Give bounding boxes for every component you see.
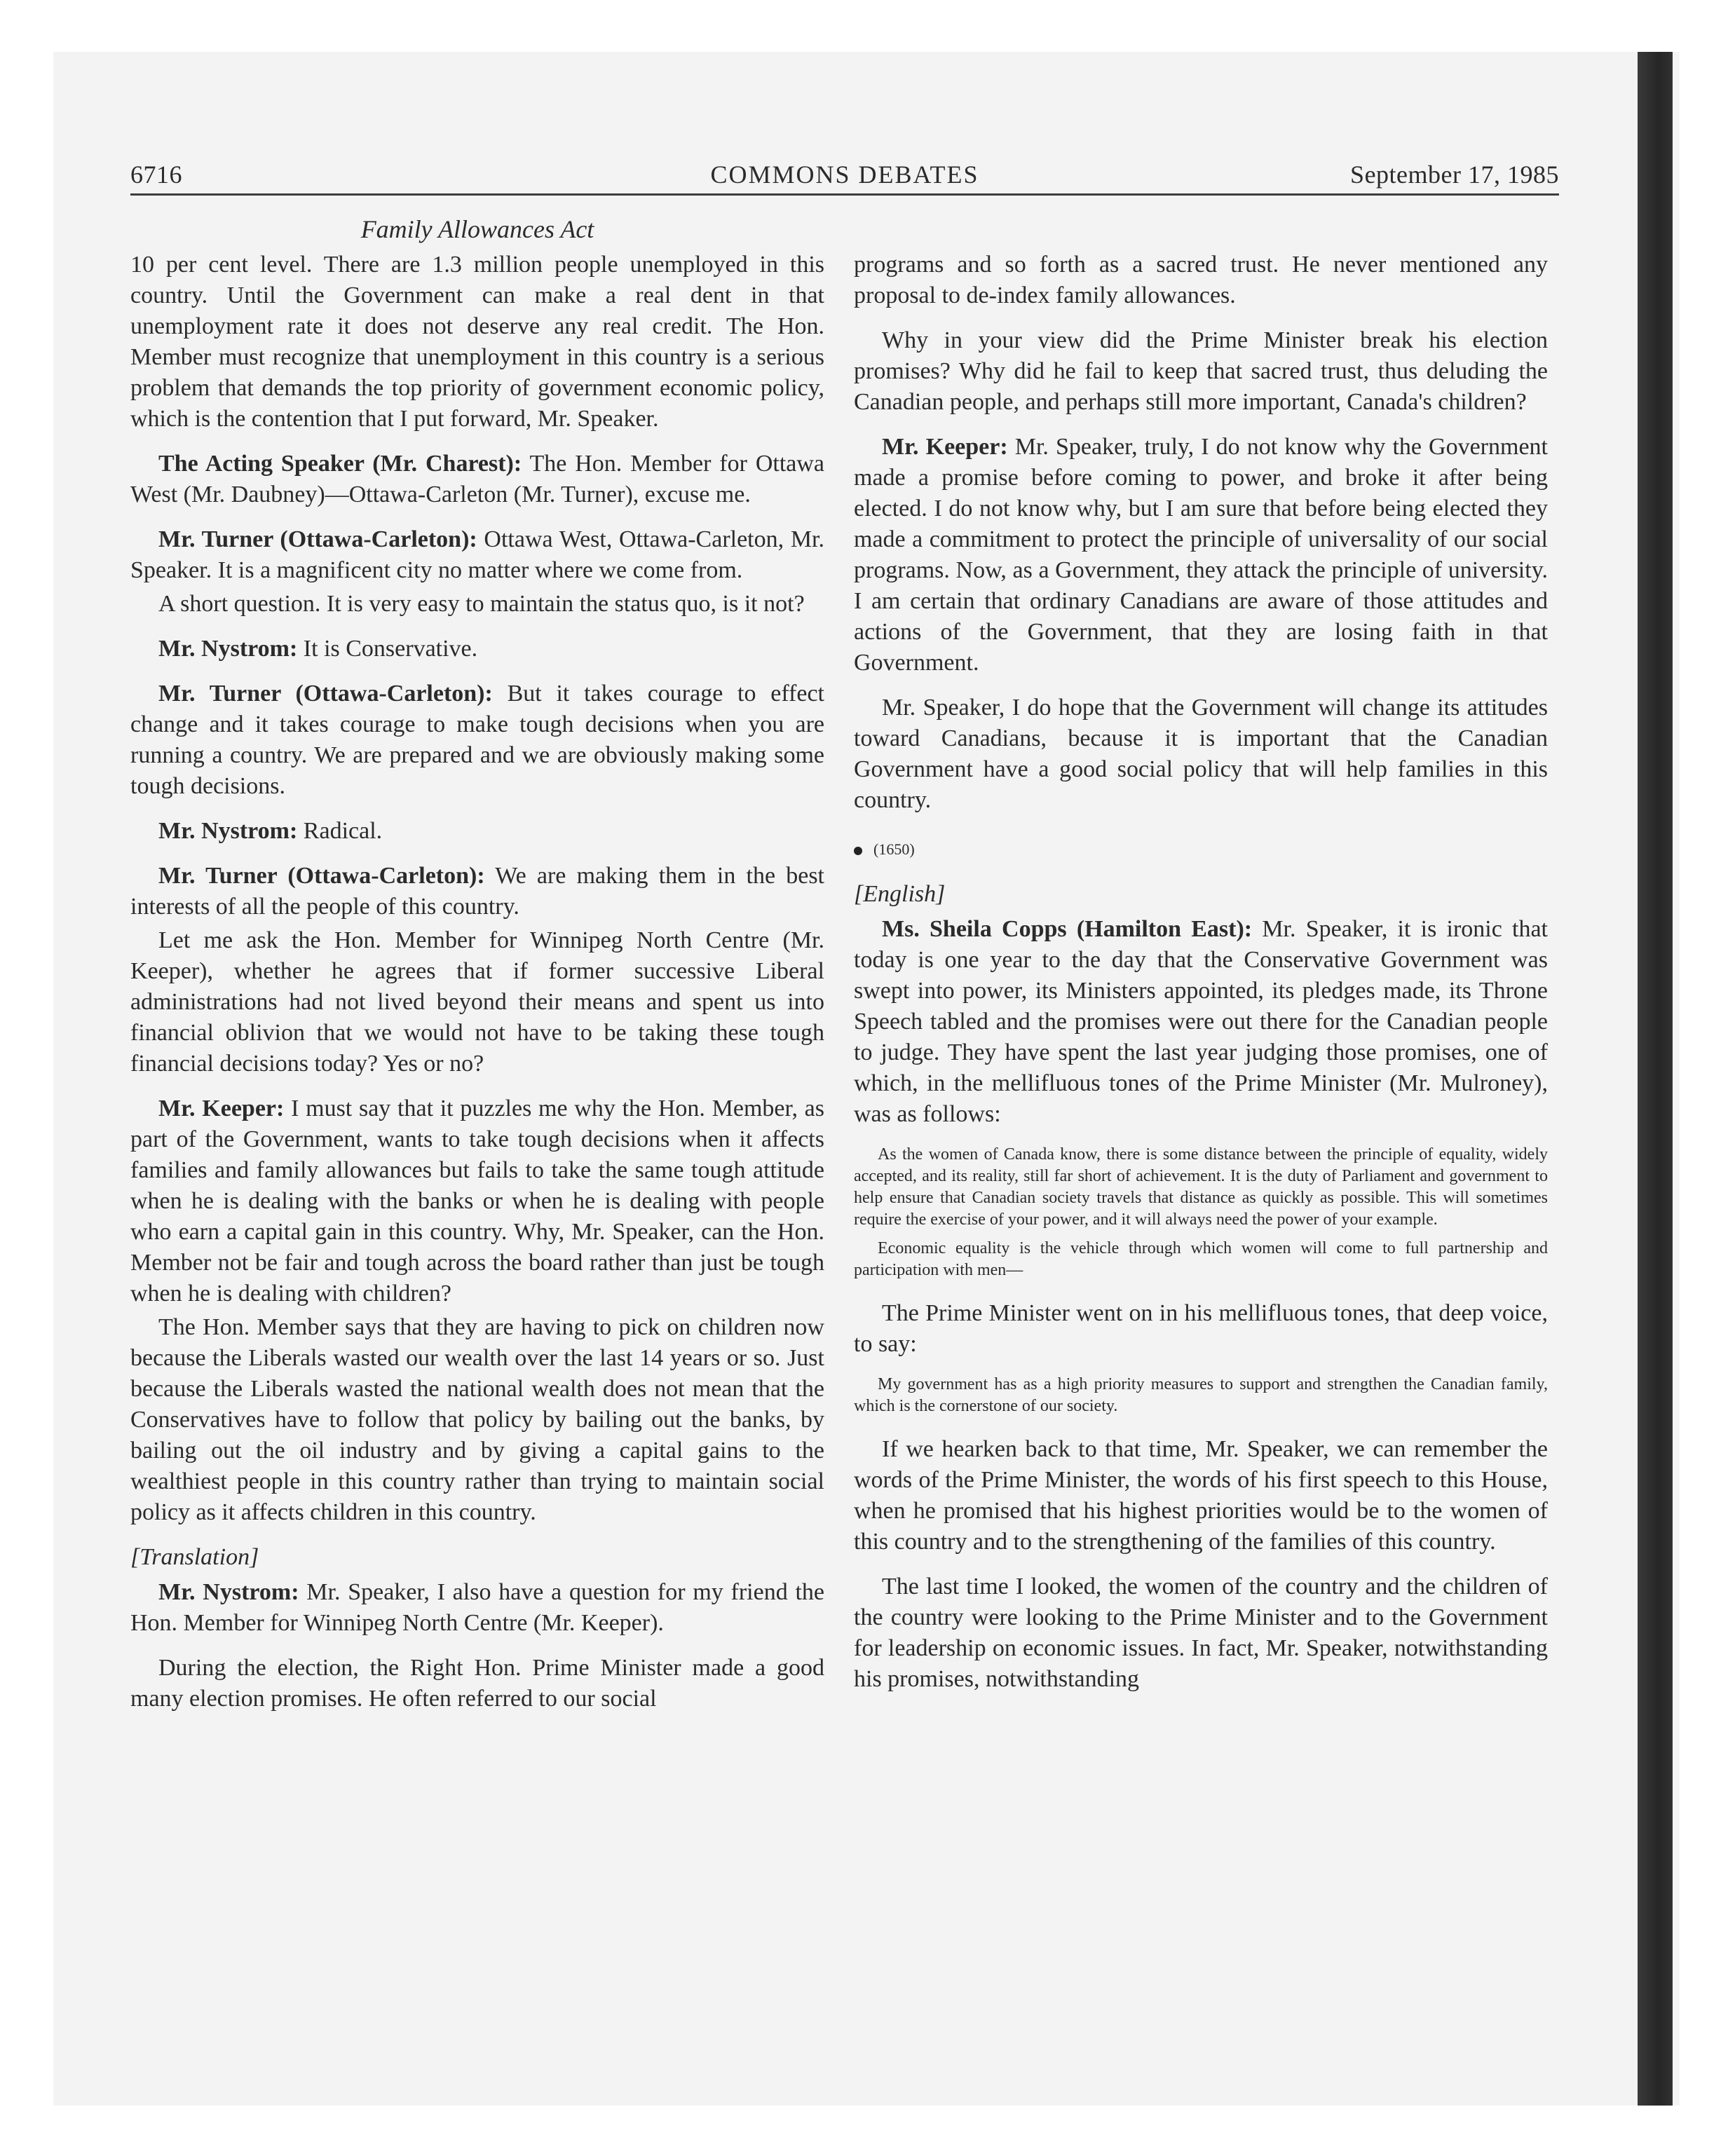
text-paragraph bbox=[854, 325, 1548, 418]
timestamp-text: (1650) bbox=[873, 840, 915, 858]
text-paragraph bbox=[130, 589, 824, 620]
speaker-name: The Acting Speaker (Mr. Charest): bbox=[158, 451, 522, 477]
text-paragraph bbox=[130, 1312, 824, 1528]
paragraph-text: The last time I looked, the women of the country and the children of the country were looking to the Prime Minister and to the Government for leadership on economic issues. In fact, Mr. Speaker, notwithstanding his promises, notwithstanding bbox=[854, 1574, 1548, 1692]
text-paragraph bbox=[130, 925, 824, 1079]
speaker-name: Ms. Sheila Copps (Hamilton East): bbox=[882, 916, 1253, 942]
speech-paragraph bbox=[130, 524, 824, 586]
page-number: 6716 bbox=[130, 161, 182, 189]
speech-paragraph bbox=[130, 449, 824, 510]
block-quote bbox=[854, 1144, 1548, 1281]
paragraph-text: Ottawa West, Ottawa-Carleton, Mr. Speaker. It is a magnificent city no matter where we come from. bbox=[130, 526, 824, 583]
paragraph-text: During the election, the Right Hon. Prime Minister made a good many election promises. He often referred to our social bbox=[130, 1655, 824, 1712]
paragraph-text: Let me ask the Hon. Member for Winnipeg North Centre (Mr. Keeper), whether he agrees that if former successive Liberal administrations had not lived beyond their means and spent us into financial oblivion that we would not have to be taking these tough financial decisions today? Yes or no? bbox=[130, 927, 824, 1077]
publication-date: September 17, 1985 bbox=[1350, 161, 1559, 189]
speaker-name: Mr. Keeper: bbox=[158, 1096, 285, 1121]
paragraph-text: We are making them in the best interests of all the people of this country. bbox=[130, 863, 824, 920]
text-paragraph bbox=[854, 250, 1548, 311]
paragraph-text: programs and so forth as a sacred trust. He never mentioned any proposal to de-index family allowances. bbox=[854, 252, 1548, 308]
speech-paragraph bbox=[854, 432, 1548, 678]
language-marker: [Translation] bbox=[130, 1544, 259, 1570]
speaker-name: Mr. Turner (Ottawa-Carleton): bbox=[158, 863, 485, 889]
text-paragraph bbox=[854, 692, 1548, 816]
speaker-name: Mr. Turner (Ottawa-Carleton): bbox=[158, 526, 477, 552]
speech-paragraph bbox=[130, 634, 824, 664]
bullet-icon bbox=[854, 847, 862, 855]
text-paragraph bbox=[130, 250, 824, 435]
right-column bbox=[854, 250, 1548, 1709]
paragraph-text: If we hearken back to that time, Mr. Speaker, we can remember the words of the Prime Minister, the words of his first speech to this House, when he promised that his highest priorities would be to the women of this country and to the strengthening of the families of this country. bbox=[854, 1436, 1548, 1555]
speech-paragraph bbox=[130, 1577, 824, 1639]
paragraph-text: Mr. Speaker, it is ironic that today is one year to the day that the Conservative Government was swept into power, its Ministers appointed, its pledges made, its Throne Speech tabled and the promises were out there for the Canadian people to judge. They have spent the last year judging those promises, one of which, in the mellifluous tones of the Prime Minister (Mr. Mulroney), was as follows: bbox=[854, 916, 1548, 1127]
text-paragraph bbox=[854, 1571, 1548, 1695]
speech-paragraph bbox=[130, 1093, 824, 1309]
speech-paragraph bbox=[130, 678, 824, 802]
paragraph-text: Radical. bbox=[297, 818, 383, 844]
paragraph-text: Mr. Speaker, I do hope that the Government will change its attitudes toward Canadians, because it is important that the Canadian Government have a good social policy that will help families in this country. bbox=[854, 695, 1548, 813]
speaker-name: Mr. Turner (Ottawa-Carleton): bbox=[158, 681, 493, 707]
text-paragraph bbox=[130, 1653, 824, 1714]
binding-shadow bbox=[1638, 52, 1673, 2106]
speech-paragraph bbox=[130, 861, 824, 922]
text-paragraph bbox=[854, 1434, 1548, 1557]
language-marker: [English] bbox=[854, 881, 946, 907]
quote-paragraph: My government has as a high priority measures to support and strengthen the Canadian family, which is the cornerstone of our society. bbox=[854, 1375, 1548, 1415]
speech-paragraph bbox=[854, 914, 1548, 1130]
time-marker bbox=[854, 834, 1548, 865]
quote-paragraph: As the women of Canada know, there is some distance between the principle of equality, widely accepted, and its reality, still far short of achievement. It is the duty of Parliament and government to help ensure that Canadian society travels that distance as quickly as possible. This will sometimes require the exercise of your power, and it will always need the power of your example. bbox=[854, 1145, 1548, 1229]
speech-paragraph bbox=[130, 816, 824, 847]
speaker-name: Mr. Nystrom: bbox=[158, 1579, 299, 1605]
paragraph-text: Mr. Speaker, I also have a question for my friend the Hon. Member for Winnipeg North Centre (Mr. Keeper). bbox=[130, 1579, 824, 1636]
speaker-name: Mr. Nystrom: bbox=[158, 818, 298, 844]
paragraph-text: 10 per cent level. There are 1.3 million people unemployed in this country. Until the Government can make a real dent in that unemployment rate it does not deserve any real credit. The Hon. Member must recognize that unemployment in this country is a serious problem that demands the top priority of government economic policy, which is the contention that I put forward, Mr. Speaker. bbox=[130, 252, 824, 432]
speaker-name: Mr. Keeper: bbox=[882, 434, 1008, 460]
paragraph-text: I must say that it puzzles me why the Hon. Member, as part of the Government, wants to take tough decisions when it affects families and family allowances but fails to take the same tough attitude when he is dealing with the banks or when he is dealing with people who earn a capital gain in this country. Why, Mr. Speaker, can the Hon. Member not be fair and tough across the board rather than just be tough when he is dealing with children? bbox=[130, 1096, 825, 1306]
left-column bbox=[130, 250, 824, 1728]
block-quote bbox=[854, 1374, 1548, 1417]
paragraph-text: Mr. Speaker, truly, I do not know why the Government made a promise before coming to power, and broke it after being elected. I do not know why, but I am sure that before being elected they made a commitment to protect the principle of universality of our social programs. Now, as a Government, they attack the principle of university. I am certain that ordinary Canadians are aware of those attitudes and actions of the Government, that they are losing faith in that Government. bbox=[854, 434, 1548, 676]
speaker-name: Mr. Nystrom: bbox=[158, 636, 298, 662]
quote-paragraph: Economic equality is the vehicle through which women will come to full partnership and participation with men— bbox=[854, 1239, 1548, 1279]
paragraph-text: The Prime Minister went on in his mellifluous tones, that deep voice, to say: bbox=[854, 1300, 1548, 1357]
text-paragraph bbox=[854, 1298, 1548, 1360]
page-header bbox=[130, 160, 1559, 202]
paragraph-text: Why in your view did the Prime Minister break his election promises? Why did he fail to keep that sacred trust, thus deluding the Canadian people, and perhaps still more important, Canada's children? bbox=[854, 327, 1548, 415]
paragraph-text: It is Conservative. bbox=[297, 636, 478, 662]
header-rule bbox=[130, 193, 1559, 196]
running-title: Family Allowances Act bbox=[360, 215, 594, 243]
paragraph-text: But it takes courage to effect change and it takes courage to make tough decisions when you are running a country. We are prepared and we are obviously making some tough decisions. bbox=[130, 681, 824, 799]
paragraph-text: The Hon. Member for Ottawa West (Mr. Daubney)—Ottawa-Carleton (Mr. Turner), excuse me. bbox=[130, 451, 825, 507]
publication-title: COMMONS DEBATES bbox=[710, 161, 979, 189]
paragraph-text: A short question. It is very easy to maintain the status quo, is it not? bbox=[158, 591, 805, 617]
paragraph-text: The Hon. Member says that they are having to pick on children now because the Liberals wasted our wealth over the last 14 years or so. Just because the Liberals wasted the national wealth does not mean that the Conservatives have to follow that policy by bailing out the banks, by bailing out the oil industry and by giving a capital gains to the wealthiest people in this country rather than trying to maintain social policy as it affects children in this country. bbox=[130, 1314, 824, 1525]
